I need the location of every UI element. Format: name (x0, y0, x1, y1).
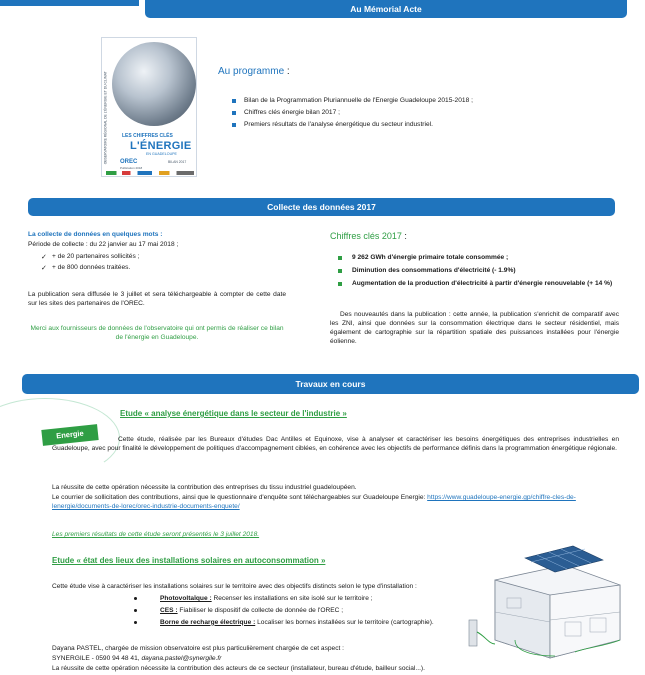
charging-station (469, 620, 495, 646)
energie-tag: Energie (41, 424, 98, 446)
chiffre-item: 9 262 GWh d'énergie primaire totale consommée ; (330, 254, 620, 263)
etude1-title: Etude « analyse énergétique dans le secteur de l'industrie » (120, 409, 347, 418)
solar-house-illustration (455, 540, 635, 662)
etude2-phone-line: SYNERGILE - 0590 94 48 41, dayana.pastel@synergile.fr (52, 655, 222, 662)
etude2-item: Photovoltaïque : Recenser les installations en site isolé sur le territoire ; (52, 595, 472, 604)
cover-side-text: OBSERVATOIRE RÉGIONAL DE L'ÉNERGIE ET DU CLIMAT (103, 71, 108, 165)
collecte-header: Collecte des données 2017 (28, 198, 615, 216)
chiffres-list (330, 254, 620, 293)
collecte-merci: Merci aux fournisseurs de données de l'observatoire qui ont permis de réaliser ce bilan de l'énergie en Guadeloupe. (30, 325, 284, 341)
cover-line1: LES CHIFFRES CLÉS (122, 133, 173, 139)
collecte-period: Période de collecte : du 22 janvier au 17 mai 2018 ; (28, 241, 179, 248)
check-item: ✓ + de 800 données traitées. (41, 263, 131, 272)
programme-item: Chiffres clés énergie bilan 2017 ; (230, 109, 610, 118)
cover-logos-strip (106, 171, 194, 175)
collecte-checks (28, 253, 288, 275)
cover-globe (112, 42, 196, 126)
programme-title: Au programme : (218, 66, 290, 77)
etude1-courrier: Le courrier de sollicitation des contributions, ainsi que le questionnaire d'enquête sont téléchargeables sur Guadeloupe Energie: https://www.guadeloupe-energie.gp/chiffre-cles-de-lenergie/documents-de-lorec/orec-industrie-documents-enquete/ (52, 494, 576, 510)
etude1-note: Les premiers résultats de cette étude seront présentés le 3 juillet 2018. (52, 531, 260, 538)
banner-title: Au Mémorial Acte (145, 0, 627, 18)
guadeloupe-energie-link[interactable]: https://www.guadeloupe-energie.gp/chiffre-cles-de-lenergie/documents-de-lorec/orec-industrie-documents-enquete/ (52, 494, 576, 510)
check-icon: ✓ (41, 254, 47, 261)
collecte-diffusion: La publication sera diffusée le 3 juillet et sera téléchargeable à compter de cette date sur les sites des partenaires de l'OREC. (28, 291, 286, 307)
collecte-title: La collecte de données en quelques mots : (28, 231, 163, 238)
chiffre-item: Diminution des consommations d'électricité (- 1.9%) (330, 267, 620, 276)
email-link[interactable]: dayana.pastel@synergile.fr (141, 655, 222, 662)
etude2-title: Etude « état des lieux des installations solaires en autoconsommation » (52, 556, 326, 565)
programme-list (230, 97, 610, 133)
solar-panels (525, 546, 603, 572)
programme-item: Bilan de la Programmation Pluriannuelle de l'Energie Guadeloupe 2015-2018 ; (230, 97, 610, 106)
cover-image (101, 37, 197, 177)
check-icon: ✓ (41, 264, 47, 272)
etude2-intro: Cette étude vise à caractériser les installations solaires sur le territoire avec des objectifs distincts selon le type d'installation : (52, 583, 417, 590)
cover-year: BILAN 2017 (168, 160, 187, 164)
etude2-list (52, 595, 472, 631)
etude1-paragraph: Cette étude, réalisée par les Bureaux d'études Dac Antilles et Equinoxe, vise à analyser et caractériser les besoins énergétiques des entreprises industrielles en Guadeloupe, avec pour finalité le développement de politiques d'accompagnement ciblées, en cohérence avec les objectifs de performance définis dans la programmation énergétique régionale. (52, 436, 619, 452)
etude2-reussite: La réussite de cette opération nécessite la contribution des acteurs de ce secteur (installateur, bureau d'étude, bailleur social...). (52, 665, 425, 672)
etude1-reussite: La réussite de cette opération nécessite la contribution des entreprises du tissu industriel guadeloupéen. (52, 484, 357, 491)
etude2-item: Borne de recharge électrique : Localiser les bornes installées sur le territoire (cartographie). (52, 619, 472, 628)
cover-line3: EN GUADELOUPE (146, 152, 177, 156)
cover-brand: OREC (120, 159, 138, 165)
cover-edition: Publication 2018 (120, 166, 143, 170)
house-body (495, 565, 620, 658)
travaux-header: Travaux en cours (22, 374, 639, 394)
programme-item: Premiers résultats de l'analyse énergétique du secteur industriel. (230, 121, 610, 130)
chiffres-title: Chiffres clés 2017 : (330, 231, 407, 241)
chiffre-item: Augmentation de la production d'électricité à partir d'énergie renouvelable (+ 14 %) (330, 280, 620, 289)
cover-line2: L'ÉNERGIE (130, 140, 192, 152)
etude2-contact: Dayana PASTEL, chargée de mission observatoire est plus particulièrement chargée de cet aspect : (52, 645, 344, 652)
chiffres-nouveautes: Des nouveautés dans la publication : cette année, la publication s'enrichit de comparatif avec les ZNI, ainsi que données sur la consommation électrique dans le secteur résidentiel, mais également de cartographie sur la répartition spatiale des puissances installées pour l'énergie éolienne. (330, 311, 619, 345)
top-left-bar (0, 0, 139, 6)
etude2-item: CES : Fiabiliser le dispositif de collecte de donnée de l'OREC ; (52, 607, 472, 616)
check-item: ✓ + de 20 partenaires sollicités ; (41, 253, 140, 261)
